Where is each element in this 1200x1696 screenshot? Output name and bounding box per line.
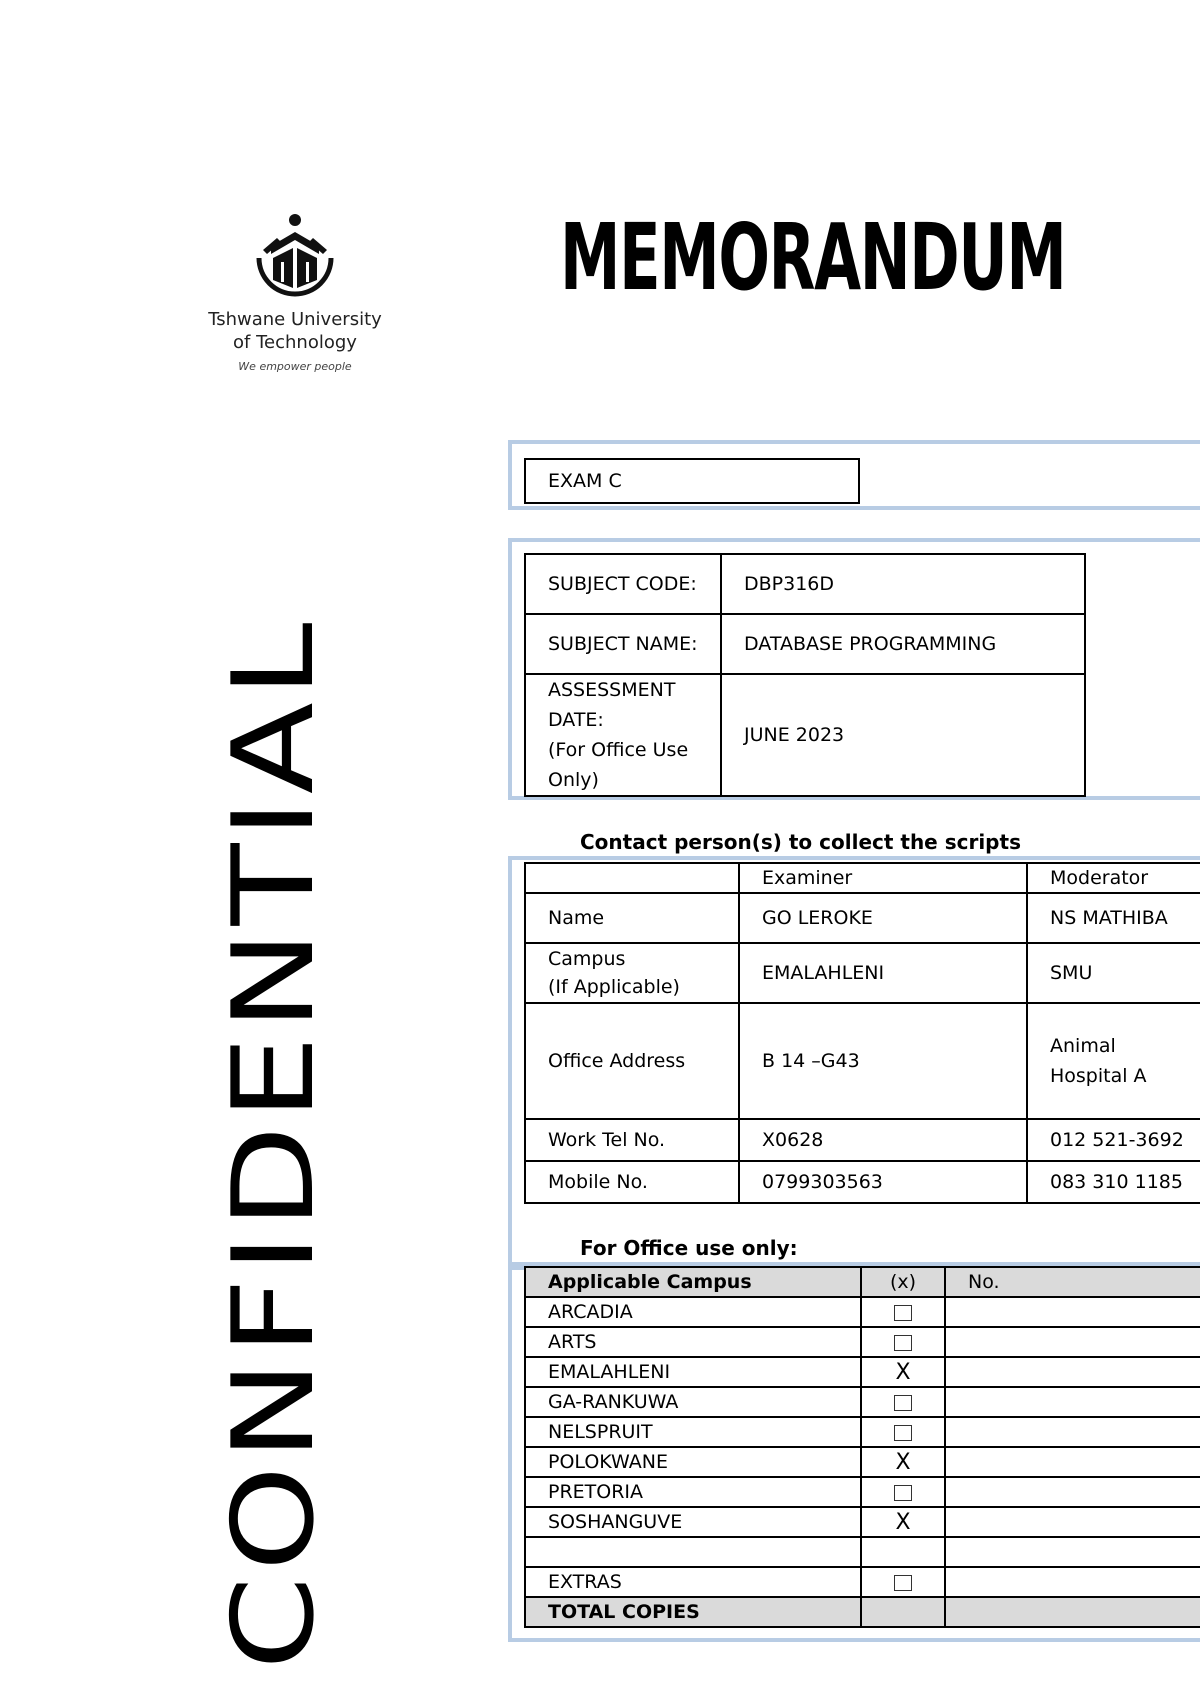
examiner-cell: X0628 [739, 1119, 1027, 1161]
examiner-cell: B 14 –G43 [739, 1003, 1027, 1119]
campus-row [525, 1507, 1200, 1537]
contact-heading: Contact person(s) to collect the scripts [580, 830, 1021, 854]
campus-number-cell [945, 1387, 1200, 1417]
total-number-cell [945, 1597, 1200, 1627]
mark-col-header: (x) [861, 1267, 945, 1297]
campus-mark-cell[interactable] [861, 1387, 945, 1417]
contact-row [525, 943, 1200, 1003]
campus-name: PRETORIA [525, 1477, 861, 1507]
checkbox-icon[interactable] [894, 1485, 912, 1501]
total-label: TOTAL COPIES [525, 1597, 861, 1627]
campus-mark-cell[interactable] [861, 1447, 945, 1477]
extras-label: EXTRAS [525, 1567, 861, 1597]
campus-name: ARTS [525, 1327, 861, 1357]
university-logo [190, 210, 400, 410]
checkbox-icon[interactable] [894, 1575, 912, 1591]
campus-mark-cell[interactable] [861, 1477, 945, 1507]
campus-number-cell [945, 1417, 1200, 1447]
subject-code-row [525, 554, 1085, 614]
campus-col-header: Applicable Campus [525, 1267, 861, 1297]
checkbox-icon[interactable] [894, 1335, 912, 1351]
extras-number-cell [945, 1567, 1200, 1597]
campus-mark-cell[interactable] [861, 1297, 945, 1327]
subject-code-label: SUBJECT CODE: [525, 554, 721, 614]
campus-table [524, 1266, 1200, 1628]
campus-name: POLOKWANE [525, 1447, 861, 1477]
contact-table [524, 862, 1200, 1204]
moderator-header: Moderator [1027, 863, 1200, 893]
exam-label: EXAM C [524, 458, 860, 504]
campus-mark: X [895, 1509, 911, 1535]
confidential-label: CONFIDENTIAL [209, 617, 339, 1670]
examiner-cell: EMALAHLENI [739, 943, 1027, 1003]
number-col-header: No. [945, 1267, 1200, 1297]
assessment-date-label [525, 674, 721, 796]
campus-name: ARCADIA [525, 1297, 861, 1327]
campus-row [525, 1297, 1200, 1327]
logo-name-line2: of Technology [233, 332, 357, 353]
total-mark-cell [861, 1597, 945, 1627]
assessment-date-label-1: ASSESSMENT DATE: [548, 679, 676, 731]
blank-number-cell [945, 1537, 1200, 1567]
checkbox-icon[interactable] [894, 1425, 912, 1441]
contact-row [525, 1003, 1200, 1119]
contact-row [525, 1161, 1200, 1203]
campus-row [525, 1327, 1200, 1357]
contact-row-label [525, 943, 739, 1003]
contact-row [525, 893, 1200, 943]
moderator-cell: NS MATHIBA [1027, 893, 1200, 943]
campus-number-cell [945, 1447, 1200, 1477]
campus-mark: X [895, 1359, 911, 1385]
campus-number-cell [945, 1357, 1200, 1387]
contact-row-label: Name [525, 893, 739, 943]
checkbox-icon[interactable] [894, 1395, 912, 1411]
assessment-date-row [525, 674, 1085, 796]
moderator-cell: 012 521-3692 [1027, 1119, 1200, 1161]
contact-row-label: Work Tel No. [525, 1119, 739, 1161]
moderator-cell: 083 310 1185 [1027, 1161, 1200, 1203]
tut-emblem-icon [253, 210, 337, 308]
campus-rows [525, 1297, 1200, 1537]
moderator-cell: Animal Hospital A [1027, 1003, 1200, 1119]
campus-mark-cell[interactable] [861, 1507, 945, 1537]
campus-name: NELSPRUIT [525, 1417, 861, 1447]
assessment-date-value: JUNE 2023 [721, 674, 1085, 796]
campus-mark-cell[interactable] [861, 1357, 945, 1387]
examiner-cell: GO LEROKE [739, 893, 1027, 943]
campus-number-cell [945, 1477, 1200, 1507]
examiner-cell: 0799303563 [739, 1161, 1027, 1203]
campus-number-cell [945, 1327, 1200, 1357]
total-row [525, 1597, 1200, 1627]
campus-name: SOSHANGUVE [525, 1507, 861, 1537]
logo-name-line1: Tshwane University [208, 309, 382, 330]
extras-checkbox-cell[interactable] [861, 1567, 945, 1597]
moderator-cell: SMU [1027, 943, 1200, 1003]
campus-mark: X [895, 1449, 911, 1475]
examiner-header: Examiner [739, 863, 1027, 893]
subject-table [524, 553, 1086, 797]
page-title: MEMORANDUM [560, 204, 1066, 311]
campus-row [525, 1477, 1200, 1507]
blank-mark-cell [861, 1537, 945, 1567]
office-heading: For Office use only: [580, 1236, 798, 1260]
subject-name-value: DATABASE PROGRAMMING [721, 614, 1085, 674]
contact-row-label: Office Address [525, 1003, 739, 1119]
extras-row [525, 1567, 1200, 1597]
campus-name: GA-RANKUWA [525, 1387, 861, 1417]
campus-row [525, 1417, 1200, 1447]
logo-tagline: We empower people [238, 360, 352, 373]
campus-name: EMALAHLENI [525, 1357, 861, 1387]
campus-number-cell [945, 1507, 1200, 1537]
campus-label: Campus [548, 948, 626, 970]
assessment-date-label-2: (For Office Use Only) [548, 739, 689, 791]
subject-name-label: SUBJECT NAME: [525, 614, 721, 674]
campus-row [525, 1447, 1200, 1477]
contact-row-label: Mobile No. [525, 1161, 739, 1203]
contact-row [525, 1119, 1200, 1161]
subject-name-row [525, 614, 1085, 674]
campus-mark-cell[interactable] [861, 1417, 945, 1447]
campus-row [525, 1357, 1200, 1387]
blank-cell [525, 1537, 861, 1567]
blank-row [525, 1537, 1200, 1567]
contact-header-row [525, 863, 1200, 893]
campus-row [525, 1387, 1200, 1417]
campus-header-row [525, 1267, 1200, 1297]
contact-corner-cell [525, 863, 739, 893]
campus-number-cell [945, 1297, 1200, 1327]
subject-code-value: DBP316D [721, 554, 1085, 614]
checkbox-icon[interactable] [894, 1305, 912, 1321]
campus-label-note: (If Applicable) [548, 976, 680, 998]
campus-mark-cell[interactable] [861, 1327, 945, 1357]
